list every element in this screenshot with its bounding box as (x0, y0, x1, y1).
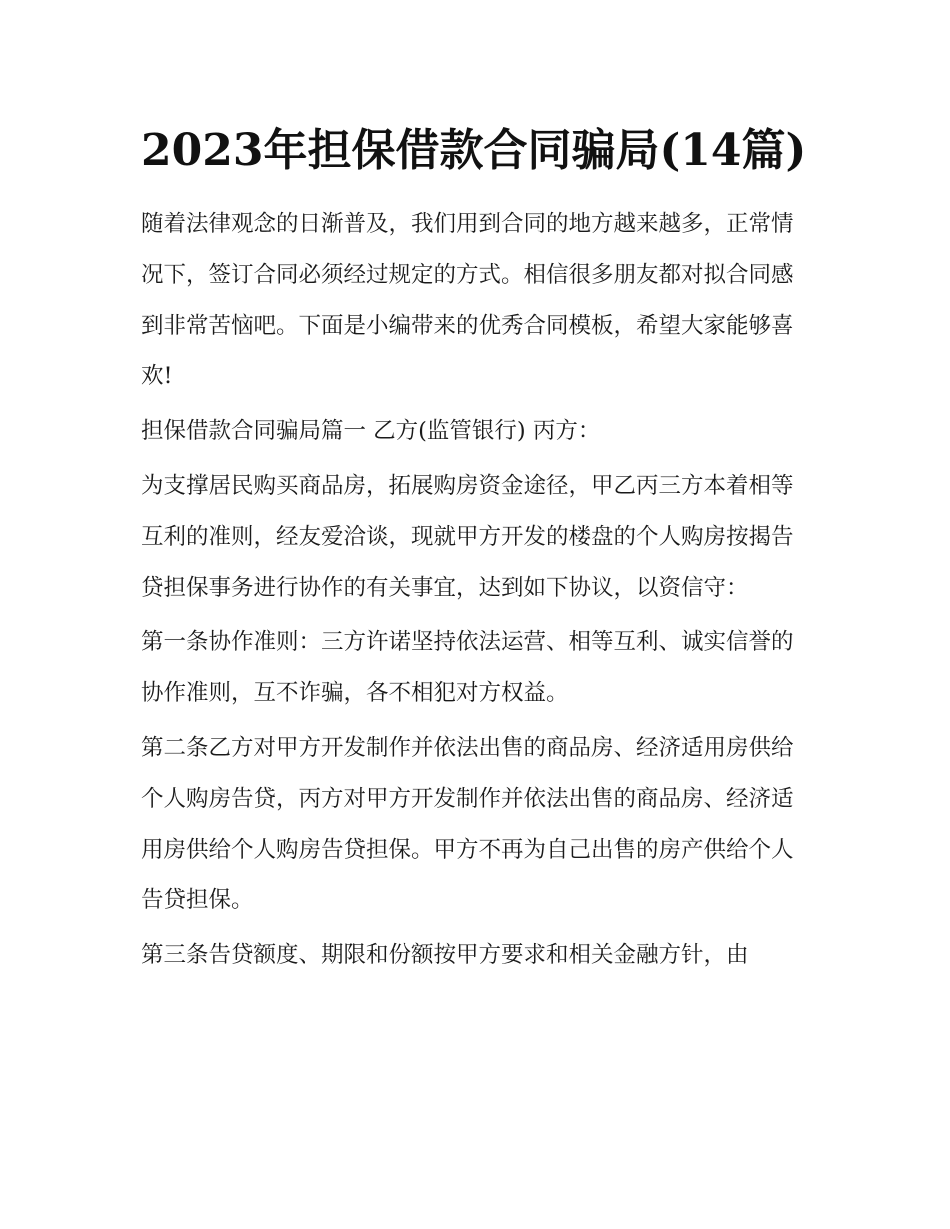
paragraph-article-2: 第二条乙方对甲方开发制作并依法出售的商品房、经济适用房供给个人购房告贷，丙方对甲方开发制作并依法出售的商品房、经济适用房供给个人购房告贷担保。甲方不再为自己出售的房产供给个人告贷担保。 (141, 734, 794, 914)
paragraph-article-1: 第一条协作准则：三方许诺坚持依法运营、相等互利、诚实信誉的协作准则，互不诈骗，各不相犯对方权益。 (141, 629, 794, 707)
paragraph-section-heading: 担保借款合同骗局篇一 乙方(监管银行) 丙方： (141, 418, 601, 445)
paragraph-preamble: 为支撑居民购买商品房，拓展购房资金途径，甲乙丙三方本着相等互利的准则，经友爱洽谈，现就甲方开发的楼盘的个人购房按揭告贷担保事务进行协作的有关事宜，达到如下协议，以资信守： (141, 472, 794, 601)
document-title: 2023年担保借款合同骗局(14篇) (141, 125, 807, 176)
document-content (141, 120, 813, 985)
paragraph-intro: 随着法律观念的日渐普及，我们用到合同的地方越来越多，正常情况下，签订合同必须经过规定的方式。相信很多朋友都对拟合同感到非常苦恼吧。下面是小编带来的优秀合同模板，希望大家能够喜欢! (141, 211, 794, 390)
document-body (141, 199, 813, 981)
paragraph-article-3: 第三条告贷额度、期限和份额按甲方要求和相关金融方针，由 (141, 942, 749, 969)
